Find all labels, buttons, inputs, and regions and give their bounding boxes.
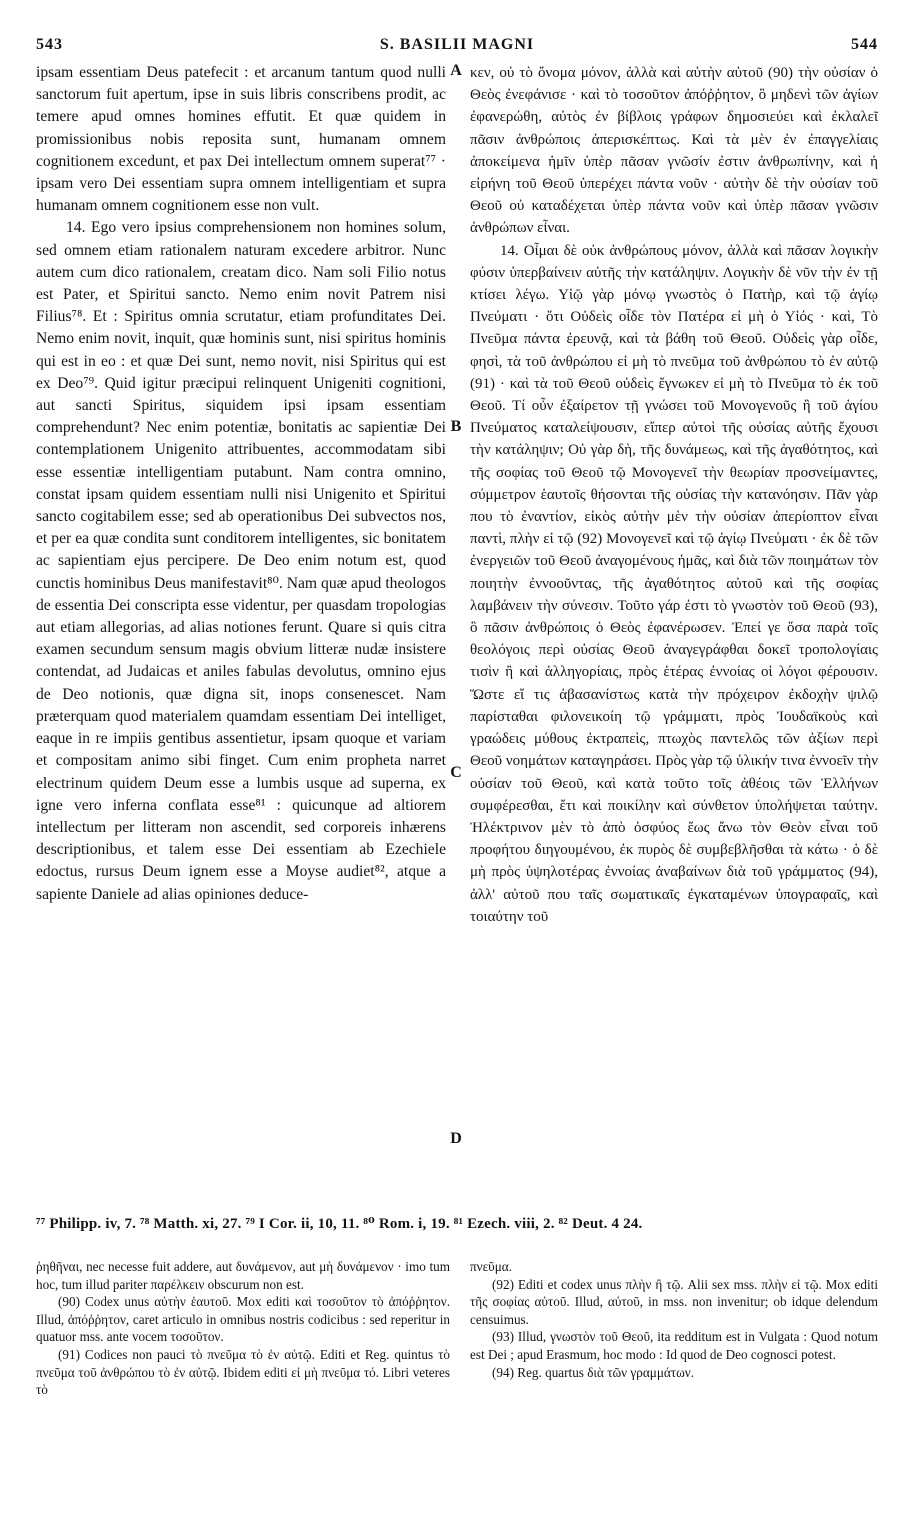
latin-paragraph: ipsam essentiam Deus patefecit : et arcanum tantum quod nulli sanctorum fuit apertum, ipse in suis libris conscribens prodit, ac temere apud omnes homines effutit. Et quæ quidem in promissionibus nobis reposita sunt, humanam omnem cognitionem excedunt, et pax Dei intellectum omnem superat⁷⁷ · ipsam vero Dei essentiam supra omnem intelligentiam et supra humanam omnem cognitionem esse non vult. — [36, 64, 446, 215]
greek-paragraph: κεν, οὐ τὸ ὄνομα μόνον, ἀλλὰ καὶ αὐτὴν αὐτοῦ (90) τὴν οὐσίαν ὁ Θεὸς ἐνεφάνισε · καὶ τὸ τοσοῦτον ἀπόῤῥητον, ὃ μηδενὶ τῶν ἁγίων ἐφανερώθη, αὐτὸς ἐν βίβλοις γράφων δημοσιεύει καὶ ἐκλαλεῖ πᾶσιν ἀνθρώποις ἀπερισκέπτως. Καὶ τὰ μὲν ἐν ἐπαγγελίαις ἀποκείμενα ἡμῖν ὑπὲρ πᾶσαν γνῶσίν ἐστιν ἀνθρωπίνην, καὶ ἡ εἰρήνη τοῦ Θεοῦ ὑπερέχει πάντα νοῦν · αὐτὴν δὲ τὴν οὐσίαν τοῦ Θεοῦ οὐ καταδέχεται ὑπὲρ πάντα νοῦν καὶ ὑπὲρ πᾶσαν γνῶσιν ἀνθρώπων εἶναι. — [470, 65, 878, 237]
margin-marker-b: B — [450, 418, 462, 435]
footnote-continuation: πνεῦμα. — [470, 1259, 512, 1274]
footnote-90: (90) Codex unus αὐτὴν ἑαυτοῦ. Mox editi καὶ τοσοῦτον τὸ ἀπόῤῥητον. Illud, ἀπόῤῥητον, caret articulo in omnibus nostris codicibus : sed reperitur in quatuor mss. ante vocem τοσοῦτον. — [36, 1294, 450, 1345]
page-number-left: 543 — [36, 36, 63, 53]
footnote-continuation: ῥηθῆναι, nec necesse fuit addere, aut δυνάμενον, aut μὴ δυνάμενον · imo tum hoc, tum illud pariter παρέλκειν obscurum non est. — [36, 1259, 450, 1292]
greek-column — [470, 62, 878, 928]
footnote-91: (91) Codices non pauci τὸ πνεῦμα τὸ ἐν αὐτῷ. Editi et Reg. quintus τὸ πνεῦμα τοῦ ἀνθρώπου τὸ ἐν αὐτῷ. Ibidem editi εἰ μὴ πνεῦμα τό. Libri veteres τὸ — [36, 1346, 450, 1398]
footnotes-right — [470, 1258, 878, 1381]
footnote-93: (93) Illud, γνωστὸν τοῦ Θεοῦ, ita redditum est in Vulgata : Quod notum est Dei ; apud Erasmum, hoc modo : Id quod de Deo cognosci potest. — [470, 1329, 878, 1362]
running-header — [36, 36, 878, 58]
footnote-92: (92) Editi et codex unus πλὴν ἢ τῷ. Alii sex mss. πλὴν εἰ τῷ. Mox editi τῆς σοφίας αὐτοῦ. Illud, αὐτοῦ, in mss. non invenitur; ob idque delendum censuimus. — [470, 1276, 878, 1327]
greek-paragraph: 14. Οἶμαι δὲ οὐκ ἀνθρώπους μόνον, ἀλλὰ καὶ πᾶσαν λογικὴν φύσιν ὑπερβαίνειν αὐτῆς τὴν κατάληψιν. Λογικὴν δὲ νῦν τὴν ἐν τῇ κτίσει λέγω. Υἱῷ γὰρ μόνῳ γνωστὸς ὁ Πατὴρ, καὶ τῷ ἁγίῳ Πνεύματι · ὅτι Οὐδεὶς οἶδε τὸν Πατέρα εἰ μὴ ὁ Υἱός · καὶ, Τὸ Πνεῦμα πάντα ἐρευνᾷ, καὶ τὰ βάθη τοῦ Θεοῦ. Οὐδεὶς γὰρ οἶδε, φησὶ, τὰ τοῦ ἀνθρώπου εἰ μὴ τὸ πνεῦμα τοῦ ἀνθρώπου τὸ ἐν αὐτῷ (91) · καὶ τὰ τοῦ Θεοῦ οὐδεὶς ἔγνωκεν εἰ μὴ τὸ Πνεῦμα τὸ ἐκ τοῦ Θεοῦ. Τί οὖν ἐξαίρετον τῇ γνώσει τοῦ Μονογενοῦς ἢ τοῦ ἁγίου Πνεύματος καταλείψουσιν, εἴπερ αὐτοὶ τῆς οὐσίας αὐτῆς ἔχουσι τὴν κατάληψιν; Οὐ γὰρ δὴ, τῆς δυνάμεως, καὶ τῆς ἀγαθότητος, καὶ τῆς σοφίας τοῦ Θεοῦ τῷ Μονογενεῖ τὴν θεωρίαν προσνείμαντες, σύμμετρον ἑαυτοῖς θήσονται τῆς οὐσίας τὴν κατανόησιν. Πᾶν γὰρ που τὸ ἐναντίον, εἰκὸς αὐτὴν μὲν τὴν οὐσίαν ἀπερίοπτον εἶναι παντὶ, πλὴν εἰ τῷ (92) Μονογενεῖ καὶ τῷ ἁγίῳ Πνεύματι · ἐκ δὲ τῶν ἐνεργειῶν τοῦ Θεοῦ ἀναγομένους ἡμᾶς, καὶ διὰ τῶν ποιημάτων τὸν ποιητὴν ἐννοοῦντας, τῆς ἀγαθότητος αὐτοῦ καὶ τῆς σοφίας λαμβάνειν τὴν σύνεσιν. Τοῦτο γάρ ἐστι τὸ γνωστὸν τοῦ Θεοῦ (93), ὃ πᾶσιν ἀνθρώποις ὁ Θεὸς ἐφανέρωσεν. Ἐπεί γε ὅσα παρὰ τοῖς θεολόγοις περὶ οὐσίας Θεοῦ ἀναγεγράφθαι δοκεῖ τροπολογίαις τισὶν ἢ καὶ ἀλληγορίαις, πρὸς ἑτέρας ἐννοίας οἱ λόγοι φέρουσιν. Ὥστε εἴ τις ἀβασανίστως κατὰ τὴν πρόχειρον ἐκδοχὴν ψιλῷ παρίσταθαι φιλονεικοίη τῷ γράμματι, πρὸς Ἰουδαϊκοὺς καὶ γραώδεις μύθους ἐκτραπεὶς, πτωχὸς παντελῶς τῶν ἀξίων περὶ Θεοῦ νοημάτων καταγηράσει. Πρὸς γὰρ τῷ ὑλικήν τινα ἐννοεῖν τὴν οὐσίαν τοῦ Θεοῦ, καὶ κατὰ τοῦτο τοῖς ἀθέοις τῶν Ἑλλήνων συμφέρεσθαι, ἔτι καὶ ποικίλην καὶ σύνθετον ὑπολήψεται ταύτην. Ἠλέκτρινον μὲν τὸ ἀπὸ ὀσφύος ἕως ἄνω τὸν Θεὸν εἶναι τοῦ προφήτου διηγουμένου, ἐκ πυρὸς δὲ συμβεβλῆσθαι τὰ κάτω · ὁ δὲ μὴ πρὸς ὑψηλοτέρας ἐννοίας ἀναβαίνων διὰ τοῦ γράμματος (94), ἀλλ' αὐτοῦ που ταῖς σωματικαῖς ἐγκαταμένων ὑπογραφαῖς, καὶ τοιαύτην τοῦ — [470, 242, 878, 925]
footnotes-left — [36, 1258, 450, 1399]
page-number-right: 544 — [851, 36, 878, 53]
margin-marker-a: A — [450, 62, 462, 79]
margin-marker-c: C — [450, 764, 462, 781]
margin-marker-d: D — [450, 1130, 462, 1147]
latin-paragraph: 14. Ego vero ipsius comprehensionem non homines solum, sed omnem etiam rationalem naturam excedere arbitror. Nunc autem cum dico rationalem, creatam dico. Nam soli Filio notus est Pater, et Spiritui sancto. Nemo enim novit Patrem nisi Filius⁷⁸. Et : Spiritus omnia scrutatur, etiam profunditates Dei. Nemo enim novit, inquit, quæ hominis sunt, nisi spiritus hominis qui est in eo : et quæ Dei sunt, nemo novit, nisi Spiritus qui est ex Deo⁷⁹. Quid igitur præcipui relinquent Unigeniti cognitioni, aut sancti Spiritus, siquidem ipsi ipsam essentiam comprehendunt? Nec enim potentiæ, bonitatis ac sapientiæ Dei contemplationem Unigenito attribuentes, accommodatam sibi esse essentiæ intelligentiam putabunt. Nam contra omnino, constat ipsam quidem essentiam nulli nisi Unigenito et Spiritui sancto cogitabilem esse; sed ab operationibus Dei subvectos nos, et per ea quæ condita sunt conditorem intelligentes, sic bonitatem ac sapientiam ejus percipere. De Deo enim notum est, quod cunctis hominibus Deus manifestavit⁸⁰. Nam quæ apud theologos de essentia Dei conscripta esse videntur, per quasdam tropologias aut etiam allegorias, ad alias notiones ferunt. Quare si quis citra examen secundum sensum magis obvium litteræ nudæ insistere contendat, ad Judaicas et aniles fabulas devolutus, omnino ejus de Deo notionis, quæ digna sit, inops consenescet. Nam præterquam quod materialem quamdam essentiam Dei intelliget, eaque in re impiis gentibus assentietur, ipsam quoque et variam et compositam animo sibi finget. Cum enim propheta narret electrinum quidem Deum esse a lumbis usque ad superna, ex igne vero inferna conflata esse⁸¹ : quicunque ad altiorem intellectum per litteram non ascendit, sed corporeis inhærens descriptionibus, et talem esse Dei essentiam ab Ezechiele edoctus, rursus Deum ignem esse a Moyse audiet⁸², atque a sapiente Daniele ad alias opiniones deduce- — [36, 219, 446, 903]
latin-column — [36, 62, 446, 906]
scripture-references: ⁷⁷ Philipp. iv, 7. ⁷⁸ Matth. xi, 27. ⁷⁹ I Cor. ii, 10, 11. ⁸⁰ Rom. i, 19. ⁸¹ Ezech. viii, 2. ⁸² Deut. 4 24. — [36, 1216, 643, 1232]
running-title: S. BASILII MAGNI — [379, 36, 535, 53]
footnote-94: (94) Reg. quartus διὰ τῶν γραμμάτων. — [492, 1364, 695, 1380]
